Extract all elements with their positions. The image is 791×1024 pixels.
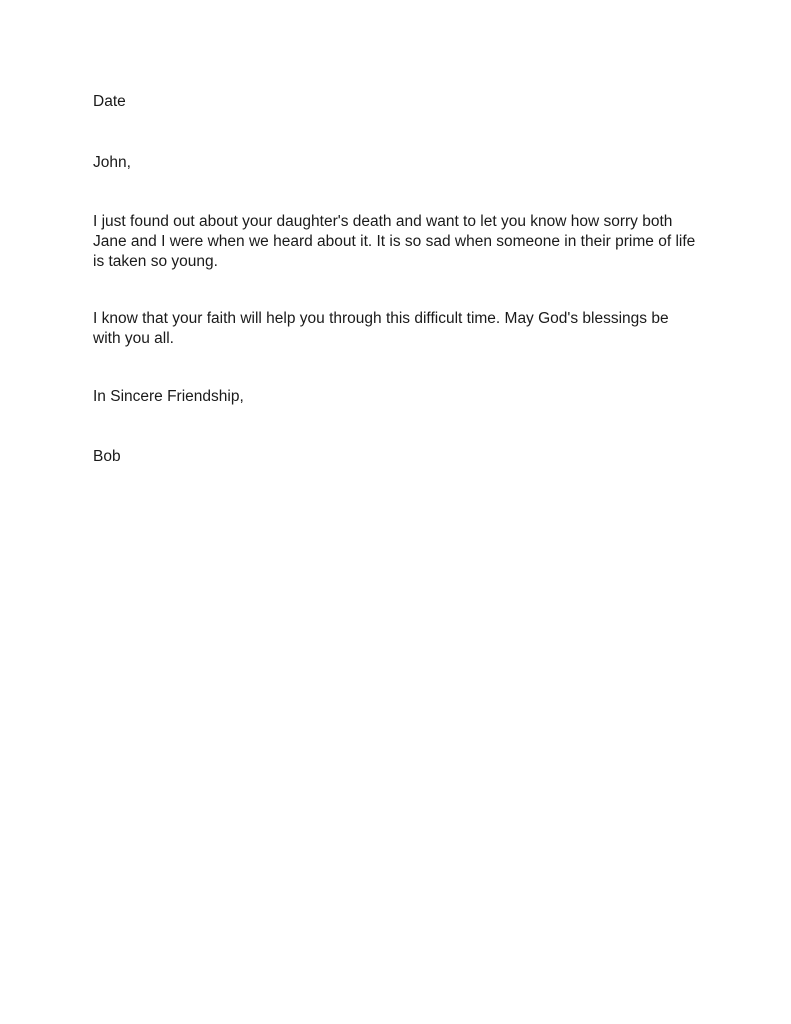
letter-paragraph-1: I just found out about your daughter's death and want to let you know how sorry both Jane and I were when we heard about it. It is so sad when someone in their prime of life is taken so young. xyxy=(93,213,696,270)
letter-date: Date xyxy=(93,93,126,110)
letter-paragraph-2: I know that your faith will help you through this difficult time. May God's blessings be with you all. xyxy=(93,310,669,347)
letter-closing: In Sincere Friendship, xyxy=(93,388,244,405)
letter-salutation: John, xyxy=(93,154,131,171)
letter-signature: Bob xyxy=(93,448,121,465)
